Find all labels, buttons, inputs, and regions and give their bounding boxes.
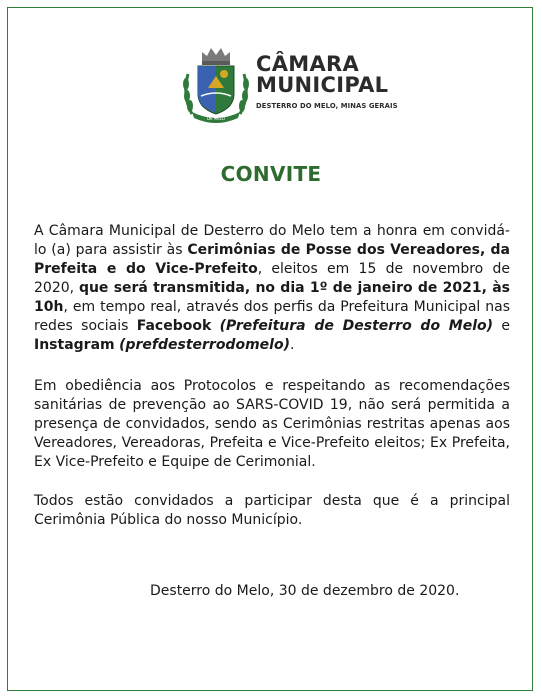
text-segment: A Câmara Municipal de Desterro do Melo tem a honra em convidá-lo (a) para assistir às [34, 223, 510, 258]
highlight-facebook: Facebook [136, 318, 212, 334]
header [178, 44, 398, 124]
place-date-signoff: Desterro do Melo, 30 de dezembro de 2020. [150, 583, 460, 599]
brand-line-2: MUNICIPAL [256, 73, 389, 97]
text-segment: , eleitos em 15 de novembro de 2020, [34, 261, 510, 296]
emblem-ribbon-text: DE MELO [206, 116, 226, 121]
highlight-date: que será transmitida, no dia 1º de janeiro de 2021, às 10h [34, 280, 510, 315]
highlight-ceremonies: Cerimônias de Posse dos Vereadores, da Prefeita e do Vice-Prefeito [34, 242, 510, 277]
highlight-instagram-handle: (prefdesterrodomelo) [119, 337, 290, 353]
text-segment: e [493, 318, 510, 334]
brand [256, 54, 398, 110]
page-title: CONVITE [220, 162, 322, 186]
protocol-paragraph: Em obediência aos Protocolos e respeitando as recomendações sanitárias de prevenção ao SARS-COVID 19, não será permitida a presença de convidados, sendo as Cerimônias restritas apenas aos Vereadores, Vereadoras, Prefeita e Vice-Prefeito eleitos; Ex Prefeita, Ex Vice-Prefeito e Equipe de Cerimonial. [34, 378, 510, 470]
highlight-facebook-page: (Prefeitura de Desterro do Melo) [219, 318, 494, 334]
brand-subtitle: DESTERRO DO MELO, MINAS GERAIS [256, 102, 398, 110]
coat-of-arms-icon [178, 44, 254, 124]
invitation-paragraph [34, 222, 510, 355]
brand-line-1: CÂMARA [256, 52, 360, 76]
text-segment: , em tempo real, através dos perfis da Prefeitura Municipal nas redes sociais [34, 299, 510, 334]
closing-paragraph: Todos estão convidados a participar desta que é a principal Cerimônia Pública do nosso Município. [34, 493, 510, 528]
text-segment [211, 318, 219, 334]
highlight-instagram: Instagram [34, 337, 115, 353]
text-segment: . [289, 337, 295, 353]
